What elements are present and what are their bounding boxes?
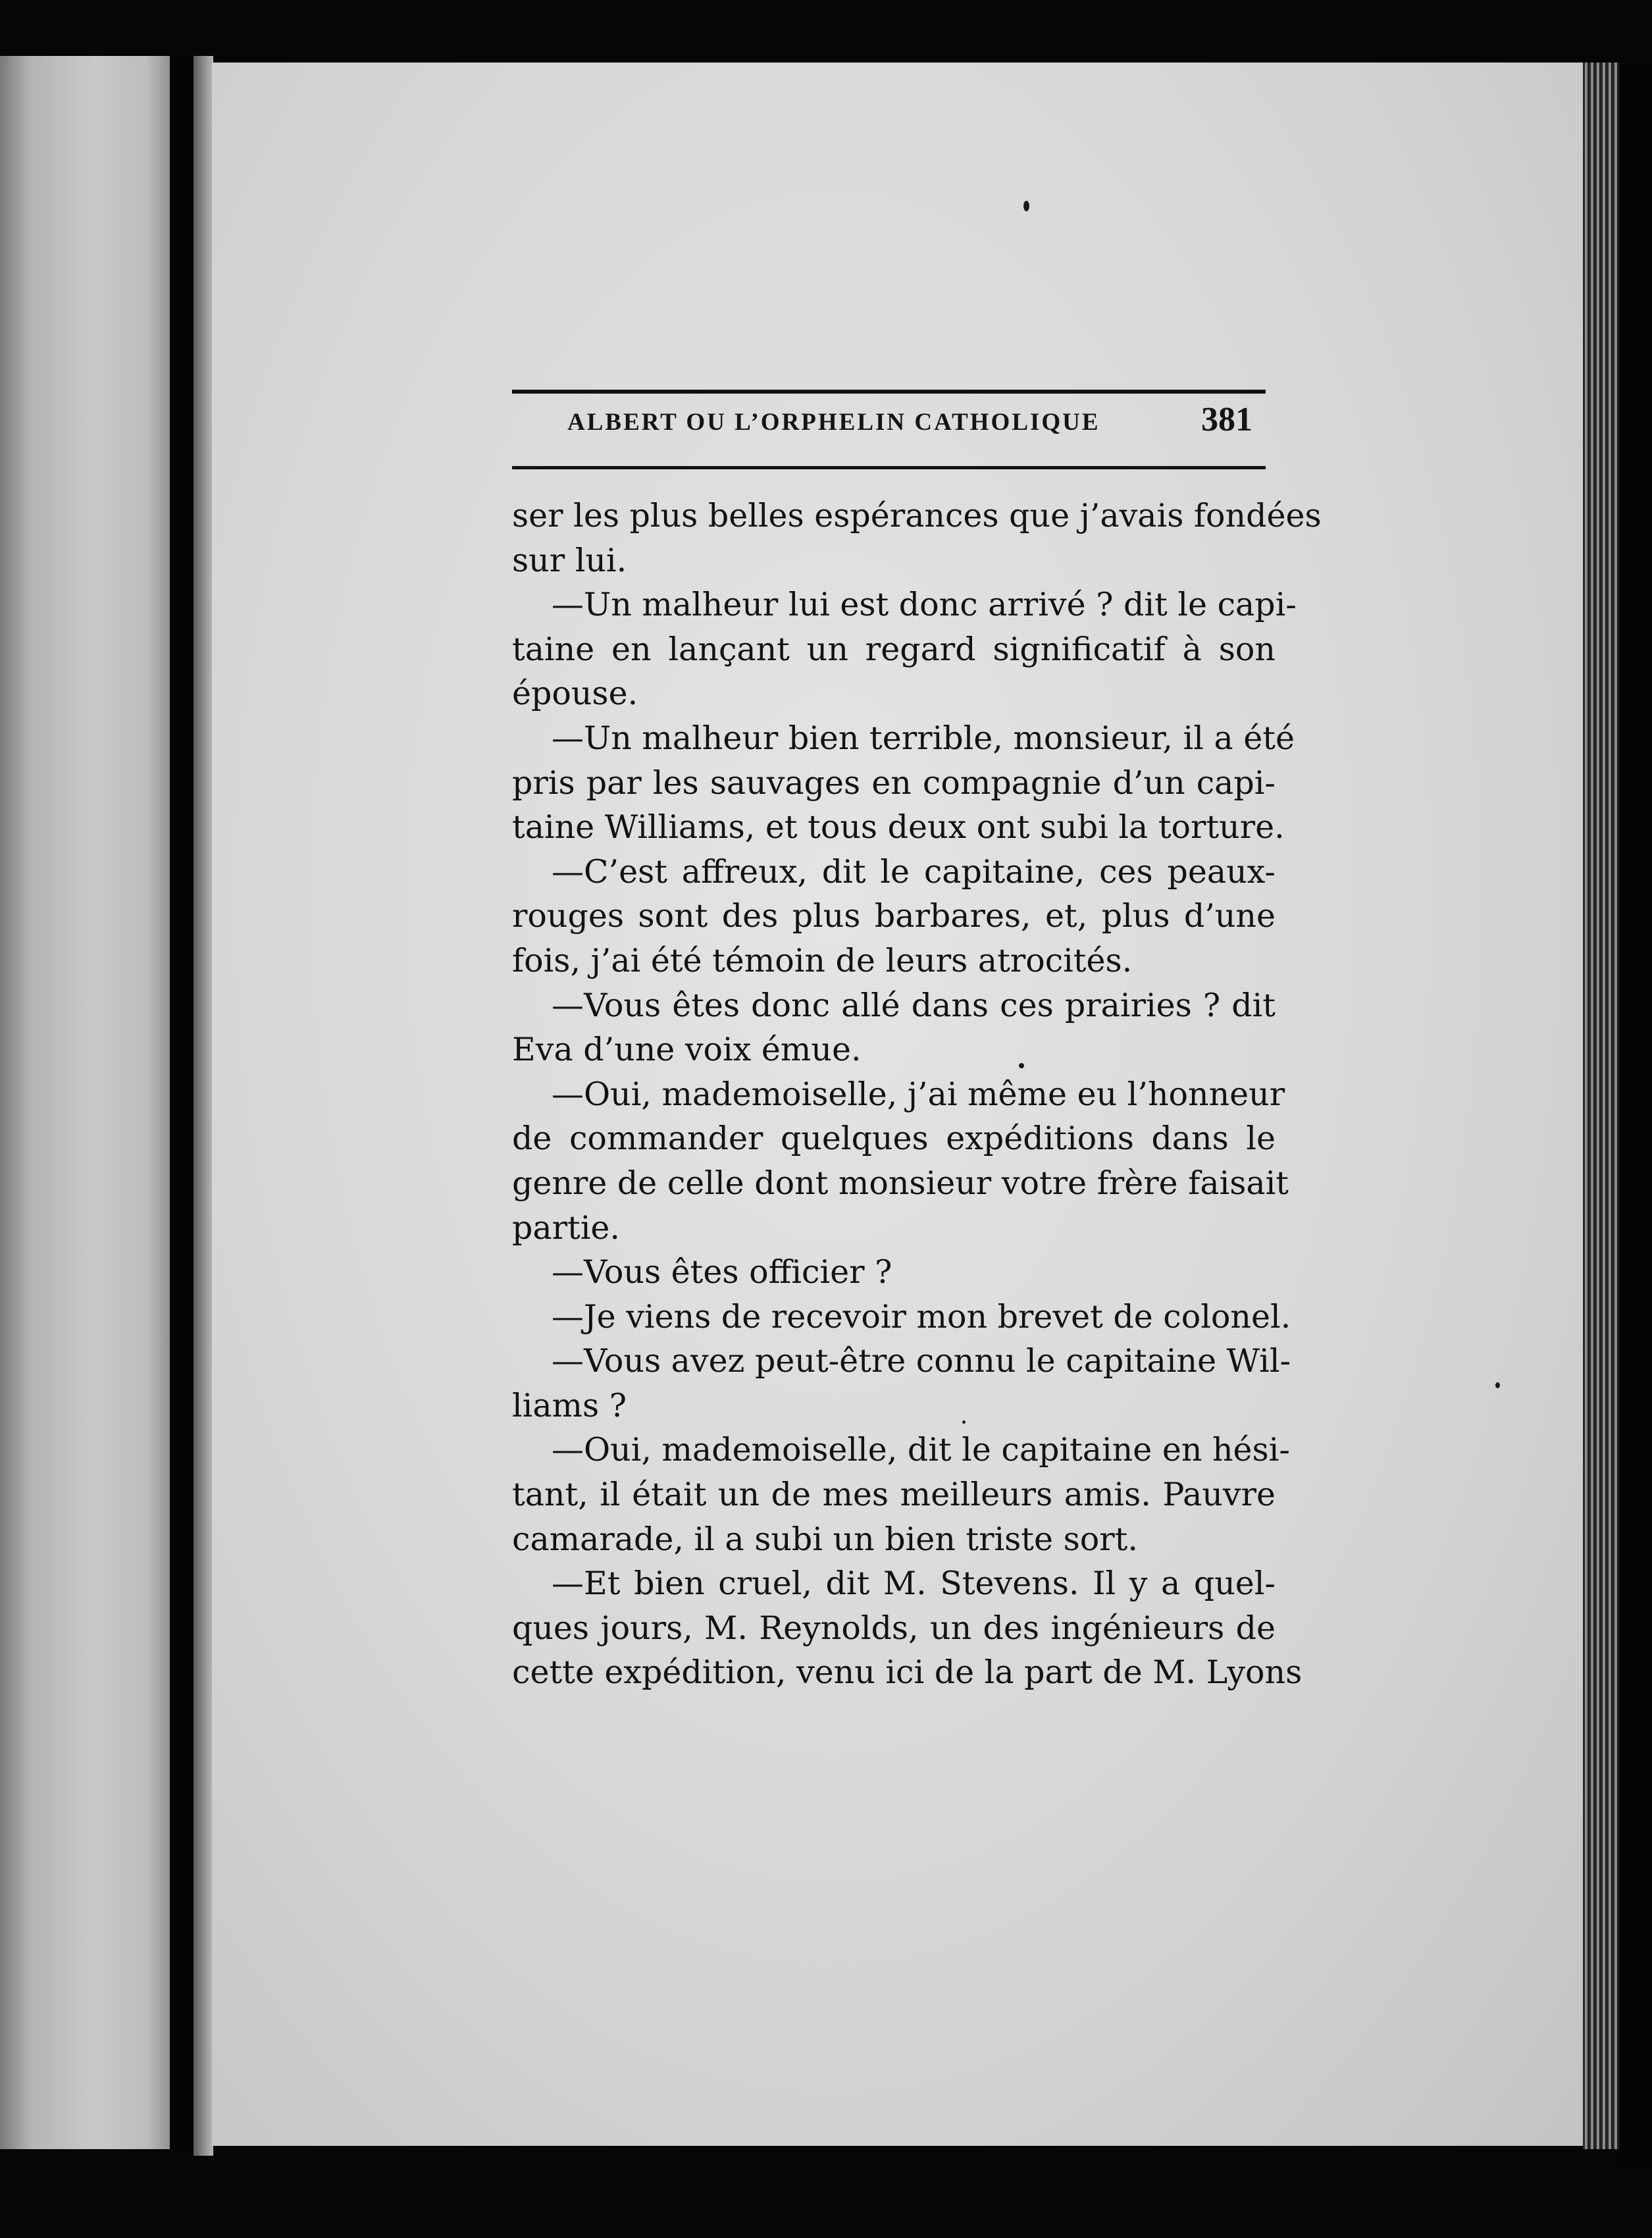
- text-line: —Oui, mademoiselle, dit le capitaine en hési-: [552, 1431, 1290, 1469]
- text-line: genre de celle dont monsieur votre frère faisait: [512, 1164, 1289, 1202]
- text-line: de commander quelques expéditions dans le: [512, 1120, 1276, 1158]
- text-line: —Et bien cruel, dit M. Stevens. Il y a quel-: [552, 1565, 1276, 1603]
- text-line: —Vous êtes donc allé dans ces prairies ? dit: [552, 986, 1276, 1024]
- page-stack-edge: [1583, 63, 1619, 2149]
- text-line: partie.: [512, 1209, 620, 1247]
- page-number: 381: [1201, 401, 1252, 438]
- text-line: —Vous avez peut-être connu le capitaine Wil-: [552, 1342, 1291, 1380]
- page-body-text: [512, 494, 1322, 1695]
- text-line: épouse.: [512, 675, 638, 713]
- gutter-shadow: [194, 56, 213, 2156]
- book-gutter: [170, 56, 194, 2156]
- running-title: ALBERT OU L’ORPHELIN CATHOLIQUE: [567, 409, 1100, 436]
- text-line: cette expédition, venu ici de la part de M. Lyons: [512, 1653, 1303, 1692]
- previous-page-edge: [0, 56, 172, 2149]
- text-line: Eva d’une voix émue.: [512, 1031, 862, 1069]
- header-rule-top: [512, 390, 1266, 394]
- text-line: fois, j’ai été témoin de leurs atrocités.: [512, 941, 1133, 979]
- text-line: —Je viens de recevoir mon brevet de colonel.: [552, 1297, 1291, 1336]
- text-line: taine Williams, et tous deux ont subi la torture.: [512, 808, 1285, 846]
- text-line: camarade, il a subi un bien triste sort.: [512, 1520, 1138, 1558]
- text-line: ques jours, M. Reynolds, un des ingénieurs de: [512, 1609, 1276, 1647]
- ink-speck: [1495, 1382, 1500, 1388]
- text-line: —Oui, mademoiselle, j’ai même eu l’honneur: [552, 1075, 1285, 1113]
- text-line: ser les plus belles espérances que j’avais fondées: [512, 497, 1322, 534]
- text-line: —Un malheur lui est donc arrivé ? dit le capi-: [552, 586, 1297, 624]
- ink-speck: [1023, 201, 1029, 211]
- text-line: —C’est affreux, dit le capitaine, ces peaux-: [552, 852, 1276, 891]
- scan-border: [1619, 63, 1652, 2169]
- text-line: —Un malheur bien terrible, monsieur, il a été: [552, 719, 1295, 757]
- text-line: pris par les sauvages en compagnie d’un capi-: [512, 764, 1276, 802]
- text-line: rouges sont des plus barbares, et, plus d’une: [512, 897, 1276, 935]
- text-line: —Vous êtes officier ?: [552, 1253, 892, 1291]
- text-line: liams ?: [512, 1386, 627, 1424]
- text-line: tant, il était un de mes meilleurs amis. Pauvre: [512, 1476, 1276, 1514]
- text-line: taine en lançant un regard significatif à son: [512, 630, 1276, 668]
- text-line: sur lui.: [512, 541, 627, 579]
- header-rule-bottom: [512, 466, 1266, 469]
